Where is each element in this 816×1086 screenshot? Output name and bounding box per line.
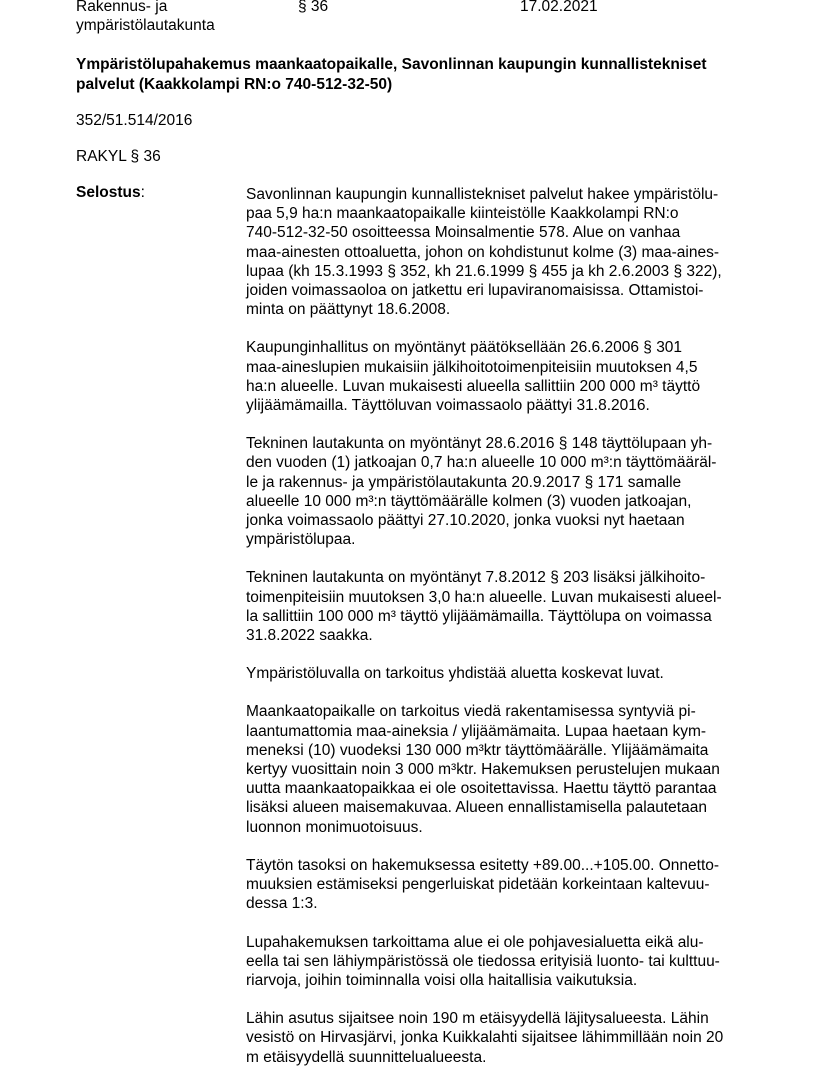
paragraph-4	[246, 568, 746, 645]
paragraph-line: riarvoja, joihin toiminnalla voisi olla haitallisia vaikutuksia.	[246, 971, 638, 989]
paragraph-line: Lupahakemuksen tarkoittama alue ei ole pohjavesialuetta eikä alu-	[246, 933, 704, 951]
paragraph-6	[246, 702, 746, 836]
paragraph-7	[246, 856, 746, 914]
section-label	[76, 183, 145, 202]
paragraph-line: jonka voimassaolo päättyi 27.10.2020, jonka vuoksi nyt haetaan	[246, 512, 685, 530]
paragraph-line: maa-ainesten ottoaluetta, johon on kohdistunut kolme (3) maa-aines-	[246, 243, 720, 261]
paragraph-3	[246, 434, 746, 549]
paragraph-line: meneksi (10) vuodeksi 130 000 m³ktr täyttömäärälle. Ylijäämämaita	[246, 741, 709, 759]
paragraph-line: 31.8.2022 saakka.	[246, 627, 373, 645]
paragraph-line: ylijäämämailla. Täyttöluvan voimassaolo päättyi 31.8.2016.	[246, 397, 650, 415]
rakyl-section: RAKYL § 36	[76, 148, 161, 165]
paragraph-9	[246, 1009, 746, 1067]
reference-number: 352/51.514/2016	[76, 112, 193, 129]
body-text	[246, 185, 746, 1086]
paragraph-line: luonnon monimuotoisuus.	[246, 818, 423, 836]
paragraph-line: Tekninen lautakunta on myöntänyt 7.8.2012 § 203 lisäksi jälkihoito-	[246, 569, 706, 587]
paragraph-line: ympäristölupaa.	[246, 531, 356, 549]
section-label-colon: :	[140, 184, 145, 201]
paragraph-line: lisäksi alueen maisemakuvaa. Alueen ennallistamisella palautetaan	[246, 799, 707, 817]
paragraph-line: Täytön tasoksi on hakemuksessa esitetty +89.00...+105.00. Onnetto-	[246, 856, 720, 874]
paragraph-line: minta on päättynyt 18.6.2008.	[246, 301, 451, 319]
paragraph-5	[246, 664, 746, 683]
header-date: 17.02.2021	[520, 0, 598, 15]
paragraph-line: Ympäristöluvalla on tarkoitus yhdistää aluetta koskevat luvat.	[246, 665, 664, 683]
paragraph-line: joiden voimassaoloa on jatkettu eri lupaviranomaisissa. Ottamistoi-	[246, 282, 704, 300]
paragraph-line: maa-aineslupien mukaisiin jälkihoitotoimenpiteisiin muutoksen 4,5	[246, 358, 698, 376]
paragraph-line: kertyy vuosittain noin 3 000 m³ktr. Hakemuksen perustelujen mukaan	[246, 761, 720, 779]
paragraph-line: alueelle 10 000 m³:n täyttömäärälle kolmen (3) vuoden jatkoajan,	[246, 492, 692, 510]
paragraph-line: lupaa (kh 15.3.1993 § 352, kh 21.6.1999 § 455 ja kh 2.6.2003 § 322),	[246, 262, 722, 280]
document-title: Ympäristölupahakemus maankaatopaikalle, Savonlinnan kaupungin kunnallistekniset palvelut (Kaakkolampi RN:o 740-512-32-50)	[76, 56, 707, 93]
paragraph-8	[246, 933, 746, 991]
paragraph-line: ha:n alueelle. Luvan mukaisesti alueella sallittiin 200 000 m³ täyttö	[246, 377, 701, 395]
paragraph-line: toimenpiteisiin muutoksen 3,0 ha:n alueelle. Luvan mukaisesti alueel-	[246, 588, 722, 606]
paragraph-line: Lähin asutus sijaitsee noin 190 m etäisyydellä läjitysalueesta. Lähin	[246, 1010, 709, 1028]
paragraph-line: laantumattomia maa-aineksia / ylijäämämaita. Lupaa haetaan kym-	[246, 722, 707, 740]
paragraph-line: m etäisyydellä suunnittelualueesta.	[246, 1048, 487, 1066]
paragraph-line: Kaupunginhallitus on myöntänyt päätöksellään 26.6.2006 § 301	[246, 339, 683, 357]
paragraph-2	[246, 338, 746, 415]
paragraph-line: Savonlinnan kaupungin kunnallistekniset palvelut hakee ympäristölu-	[246, 186, 719, 203]
header-section: § 36	[298, 0, 329, 15]
header-organization: Rakennus- ja ympäristölautakunta	[76, 0, 215, 34]
paragraph-line: muuksien estämiseksi pengerluiskat pidetään korkeintaan kaltevuu-	[246, 876, 710, 894]
paragraph-line: paa 5,9 ha:n maankaatopaikalle kiinteistölle Kaakkolampi RN:o	[246, 205, 679, 223]
paragraph-line: le ja rakennus- ja ympäristölautakunta 20.9.2017 § 171 samalle	[246, 473, 682, 491]
paragraph-line: uutta maankaatopaikkaa ei ole osoitettavissa. Haettu täyttö parantaa	[246, 780, 717, 798]
paragraph-line: Maankaatopaikalle on tarkoitus viedä rakentamisessa syntyviä pi-	[246, 703, 696, 721]
paragraph-line: den vuoden (1) jatkoajan 0,7 ha:n alueelle 10 000 m³:n täyttömääräl-	[246, 454, 717, 472]
paragraph-line: 740-512-32-50 osoitteessa Moinsalmentie 578. Alue on vanhaa	[246, 224, 681, 242]
paragraph-1	[246, 185, 746, 319]
paragraph-line: dessa 1:3.	[246, 895, 318, 913]
section-label-text: Selostus	[76, 184, 141, 201]
paragraph-line: eella tai sen lähiympäristössä ole tiedossa erityisiä luonto- tai kulttuu-	[246, 952, 720, 970]
paragraph-line: la sallittiin 100 000 m³ täyttö ylijäämämailla. Täyttölupa on voimassa	[246, 607, 712, 625]
paragraph-line: vesistö on Hirvasjärvi, jonka Kuikkalahti sijaitsee lähimmillään noin 20	[246, 1029, 724, 1047]
paragraph-line: Tekninen lautakunta on myöntänyt 28.6.2016 § 148 täyttölupaan yh-	[246, 435, 713, 453]
